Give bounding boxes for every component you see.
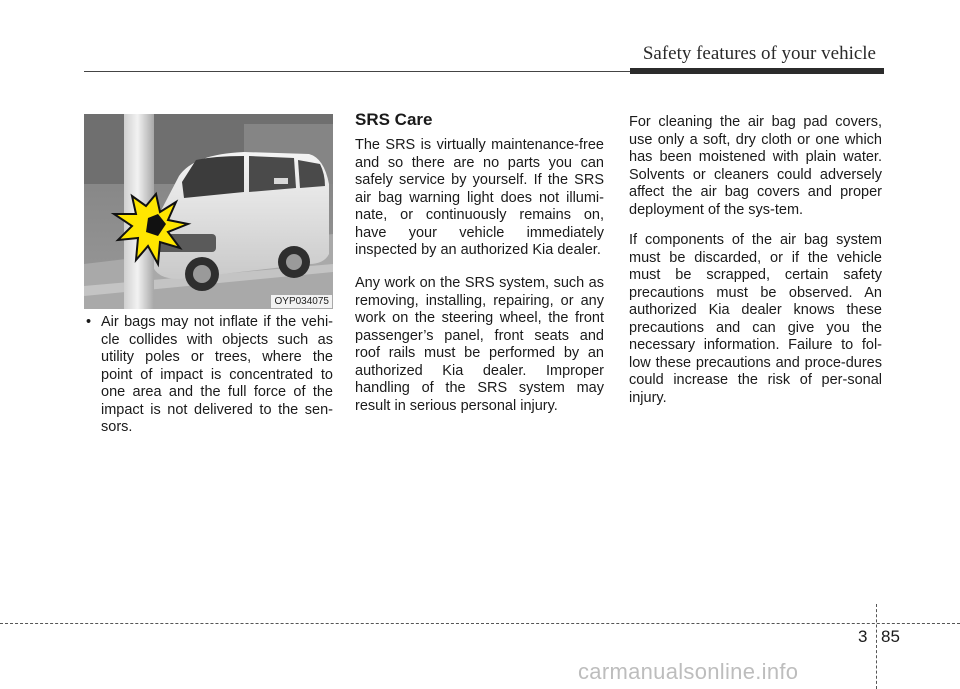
vehicle-pole-collision-photo (84, 114, 333, 309)
paragraph: Any work on the SRS system, such as removing, installing, repairing, or any work on the steering wheel, the front passenger’s panel, front seats and roof rails must be performed by an authorized Kia dealer. Improper handling of the SRS system may result in serious personal injury. (355, 275, 604, 414)
photo-illustration (84, 114, 333, 309)
photo-caption: OYP034075 (271, 295, 333, 308)
page-header-title: Safety features of your vehicle (642, 43, 876, 64)
bullet-list (84, 314, 333, 437)
paragraph: If components of the air bag system must be discarded, or if the vehicle must be scrapped, certain safety precautions must be observed. An authorized Kia dealer knows these precautions and can give you the necessary information. Failure to fol-low these precautions and proce-dures could increase the risk of per-sonal injury. (629, 232, 882, 406)
paragraph: The SRS is virtually maintenance-free and so there are no parts you can safely service by yourself. If the SRS air bag warning light does not illumi-nate, or continuously remains on, have your vehicle immediately inspected by an authorized Kia dealer. (355, 137, 604, 258)
paragraph: For cleaning the air bag pad covers, use only a soft, dry cloth or one which has been moistened with plain water. Solvents or cleaners could adversely affect the air bag covers and proper deployment of the sys-tem. (629, 114, 882, 218)
header-accent-bar (630, 68, 884, 74)
list-item (84, 314, 333, 437)
bullet-icon: • (86, 314, 92, 330)
footer-rule (0, 623, 960, 624)
bullet-text: Air bags may not inflate if the vehi-cle collides with objects such as utility poles or trees, where the point of impact is concentrated to one area and the full force of the impact is not delivered to the sen-sors. (101, 314, 333, 435)
page-number: 85 (881, 627, 900, 646)
footer-divider (876, 604, 877, 689)
watermark[interactable]: carmanualsonline.info (578, 659, 799, 684)
chapter-number: 3 (858, 627, 868, 646)
section-title: SRS Care (355, 110, 433, 129)
